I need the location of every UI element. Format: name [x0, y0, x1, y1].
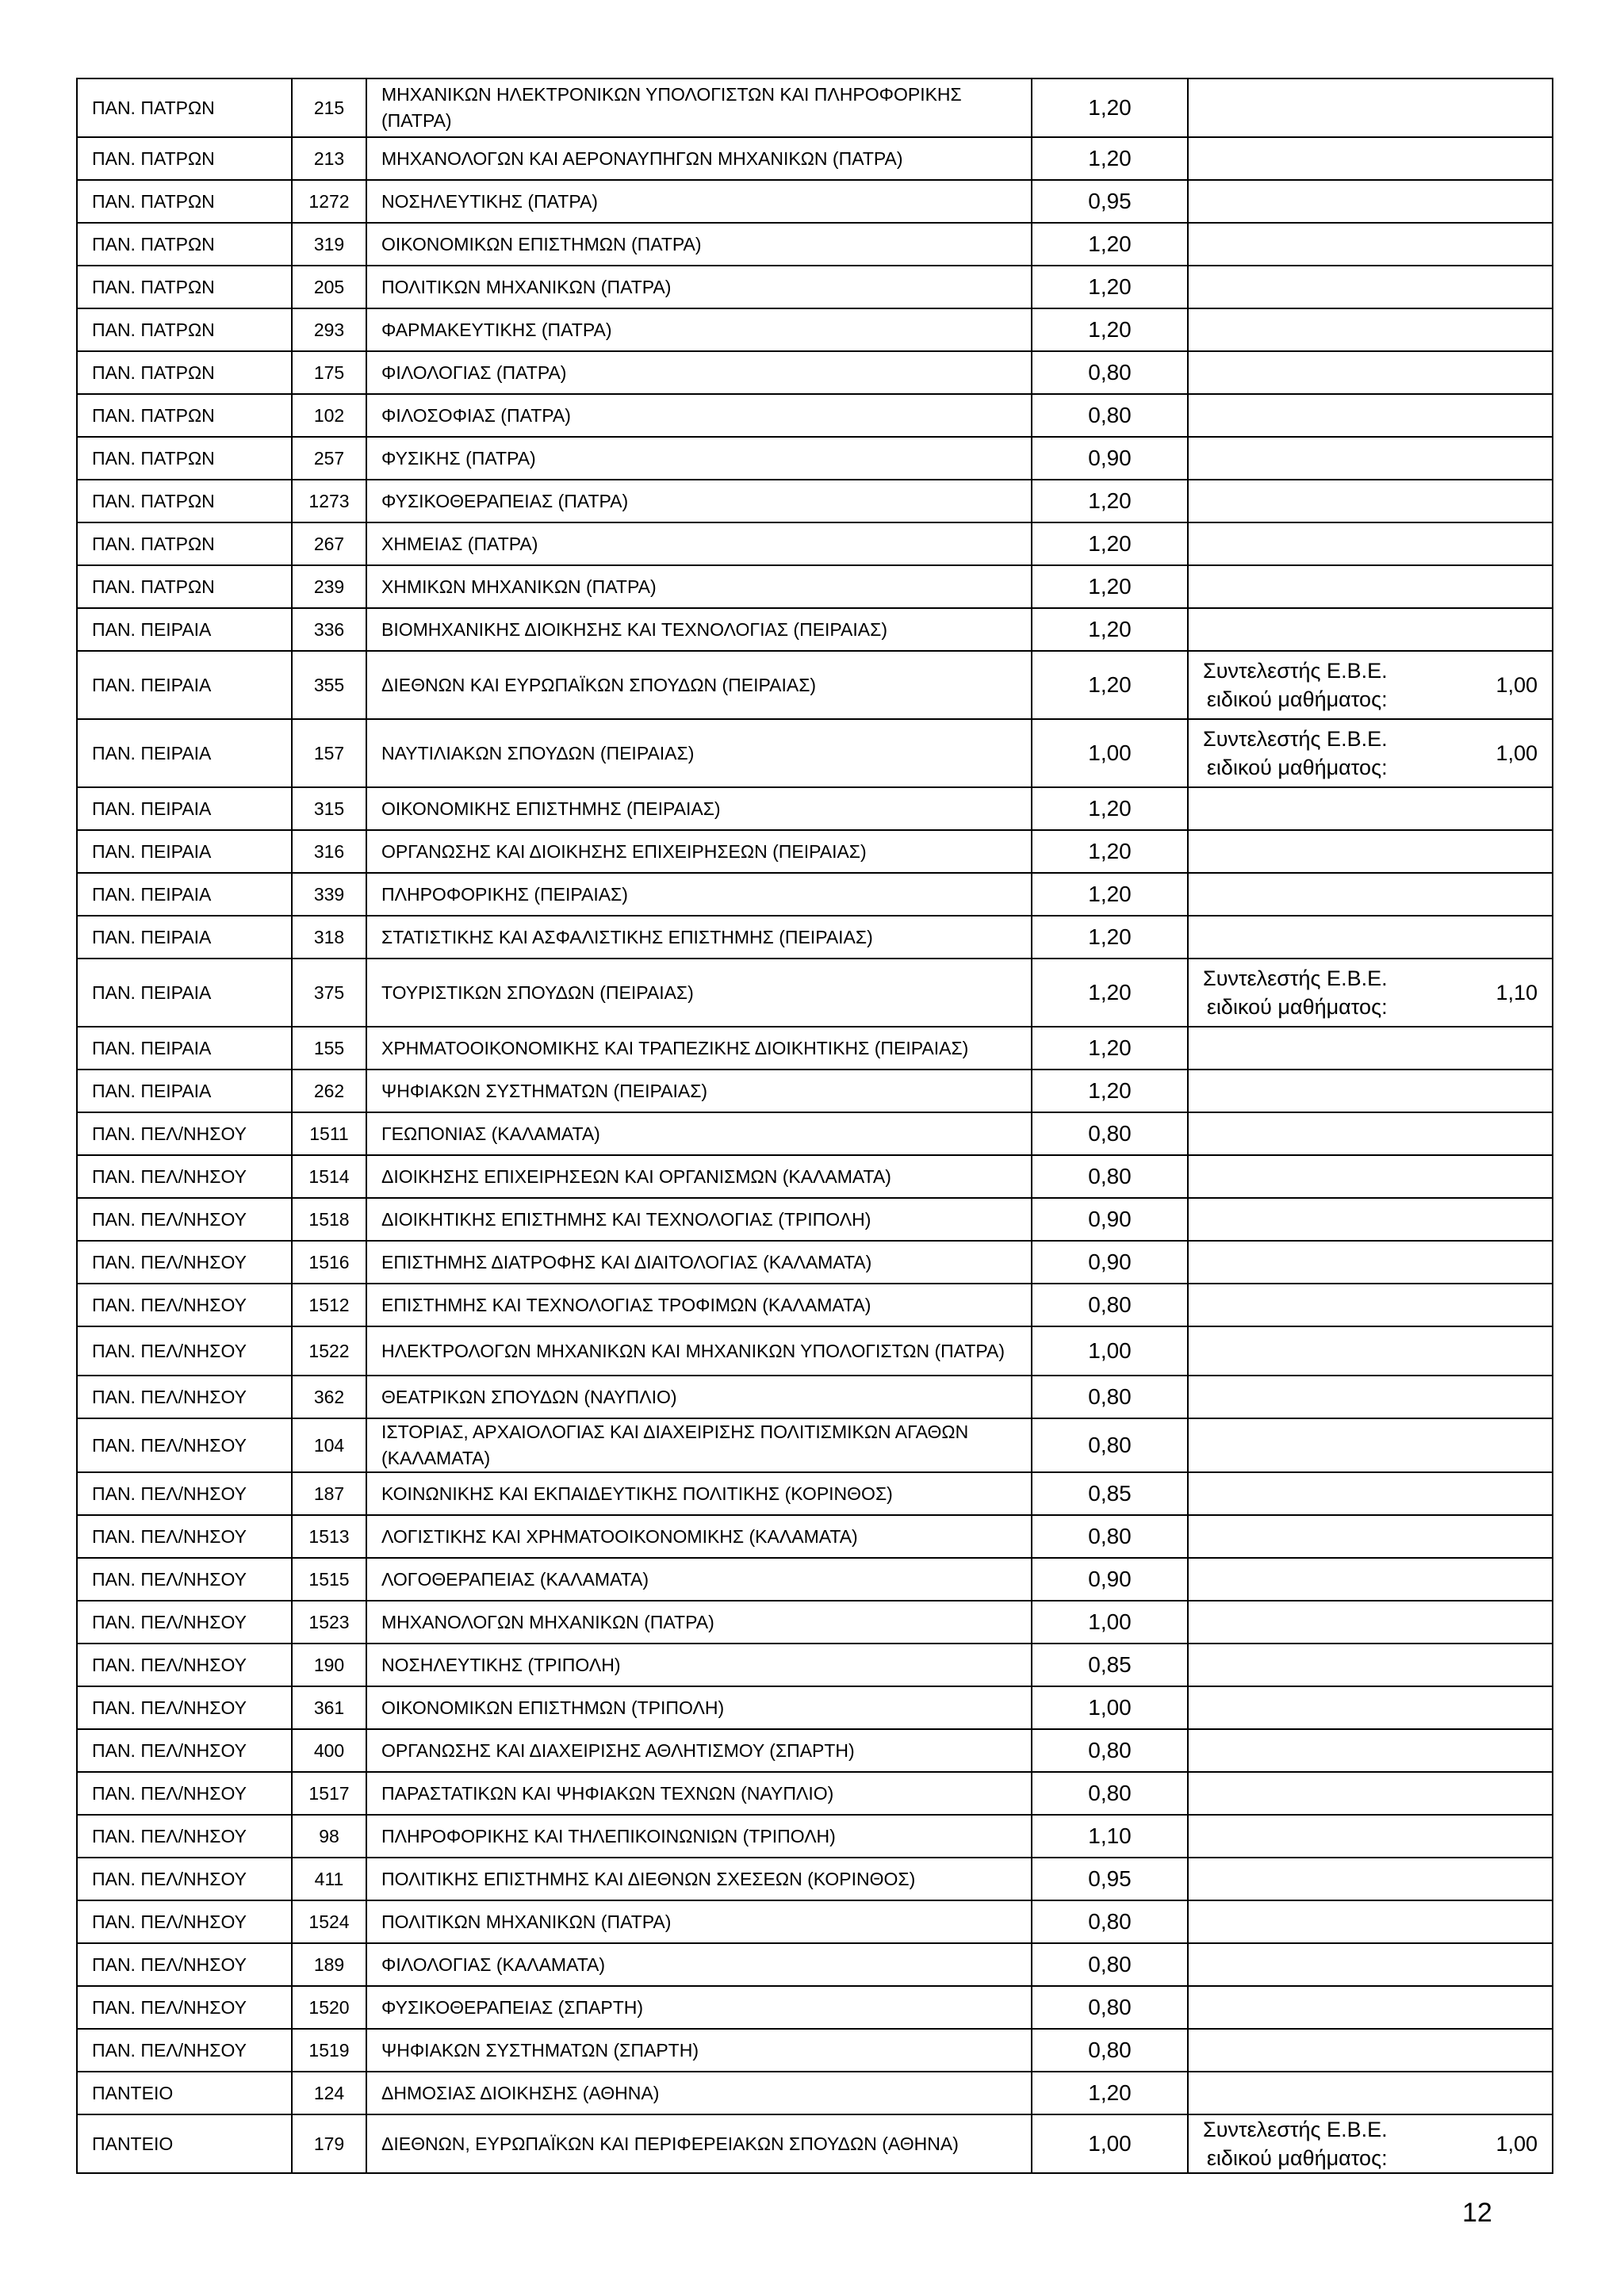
department-cell: ΨΗΦΙΑΚΩΝ ΣΥΣΤΗΜΑΤΩΝ (ΠΕΙΡΑΙΑΣ): [366, 1070, 1032, 1112]
department-cell: ΟΙΚΟΝΟΜΙΚΗΣ ΕΠΙΣΤΗΜΗΣ (ΠΕΙΡΑΙΑΣ): [366, 787, 1032, 830]
coefficient-cell: 0,80: [1032, 1900, 1188, 1943]
code-cell: 239: [292, 565, 366, 608]
code-cell: 316: [292, 830, 366, 873]
coefficient-cell: 1,20: [1032, 223, 1188, 266]
coefficient-cell: 0,80: [1032, 394, 1188, 437]
table-row: [77, 1241, 1553, 1284]
special-coefficient-label: [1203, 656, 1388, 714]
university-cell: ΠΑΝ. ΠΑΤΡΩΝ: [77, 78, 292, 137]
coefficient-cell: 1,20: [1032, 137, 1188, 180]
table-row: [77, 1070, 1553, 1112]
department-cell: ΘΕΑΤΡΙΚΩΝ ΣΠΟΥΔΩΝ (ΝΑΥΠΛΙΟ): [366, 1376, 1032, 1418]
university-cell: ΠΑΝ. ΠΕΛ/ΝΗΣΟΥ: [77, 1241, 292, 1284]
coefficient-cell: 1,20: [1032, 308, 1188, 351]
special-coefficient-cell: [1188, 787, 1553, 830]
university-cell: ΠΑΝ. ΠΑΤΡΩΝ: [77, 522, 292, 565]
label-line-2: ειδικού μαθήματος:: [1206, 2146, 1388, 2170]
department-cell: ΕΠΙΣΤΗΜΗΣ ΚΑΙ ΤΕΧΝΟΛΟΓΙΑΣ ΤΡΟΦΙΜΩΝ (ΚΑΛΑΜΑΤΑ): [366, 1284, 1032, 1326]
table-row: [77, 1155, 1553, 1198]
table-row: [77, 651, 1553, 719]
university-cell: ΠΑΝ. ΠΑΤΡΩΝ: [77, 137, 292, 180]
coefficient-cell: 1,20: [1032, 608, 1188, 651]
label-line-2: ειδικού μαθήματος:: [1206, 995, 1388, 1019]
special-coefficient-cell: [1188, 480, 1553, 522]
table-row: [77, 916, 1553, 959]
university-cell: ΠΑΝ. ΠΕΙΡΑΙΑ: [77, 916, 292, 959]
coefficient-cell: 0,80: [1032, 1155, 1188, 1198]
special-coefficient-cell: [1188, 1858, 1553, 1900]
coefficient-cell: 0,80: [1032, 351, 1188, 394]
special-coefficient-cell: [1188, 1027, 1553, 1070]
table-row: [77, 351, 1553, 394]
special-coefficient-cell: [1188, 266, 1553, 308]
department-cell: ΛΟΓΙΣΤΙΚΗΣ ΚΑΙ ΧΡΗΜΑΤΟΟΙΚΟΝΟΜΙΚΗΣ (ΚΑΛΑΜΑΤΑ): [366, 1515, 1032, 1558]
university-cell: ΠΑΝ. ΠΑΤΡΩΝ: [77, 394, 292, 437]
coefficient-cell: 1,00: [1032, 1601, 1188, 1644]
department-cell: ΠΟΛΙΤΙΚΗΣ ΕΠΙΣΤΗΜΗΣ ΚΑΙ ΔΙΕΘΝΩΝ ΣΧΕΣΕΩΝ (ΚΟΡΙΝΘΟΣ): [366, 1858, 1032, 1900]
university-cell: ΠΑΝ. ΠΕΛ/ΝΗΣΟΥ: [77, 1558, 292, 1601]
department-cell: ΝΑΥΤΙΛΙΑΚΩΝ ΣΠΟΥΔΩΝ (ΠΕΙΡΑΙΑΣ): [366, 719, 1032, 787]
table-row: [77, 1601, 1553, 1644]
university-cell: ΠΑΝ. ΠΕΛ/ΝΗΣΟΥ: [77, 1943, 292, 1986]
department-cell: ΦΙΛΟΛΟΓΙΑΣ (ΠΑΤΡΑ): [366, 351, 1032, 394]
department-cell: ΦΑΡΜΑΚΕΥΤΙΚΗΣ (ΠΑΤΡΑ): [366, 308, 1032, 351]
code-cell: 187: [292, 1472, 366, 1515]
special-coefficient-cell: [1188, 1601, 1553, 1644]
department-cell: ΓΕΩΠΟΝΙΑΣ (ΚΑΛΑΜΑΤΑ): [366, 1112, 1032, 1155]
table-row: [77, 608, 1553, 651]
department-cell: ΜΗΧΑΝΙΚΩΝ ΗΛΕΚΤΡΟΝΙΚΩΝ ΥΠΟΛΟΓΙΣΤΩΝ ΚΑΙ ΠΛΗΡΟΦΟΡΙΚΗΣ (ΠΑΤΡΑ): [366, 78, 1032, 137]
department-cell: ΦΙΛΟΛΟΓΙΑΣ (ΚΑΛΑΜΑΤΑ): [366, 1943, 1032, 1986]
table-row: [77, 78, 1553, 137]
department-cell: ΤΟΥΡΙΣΤΙΚΩΝ ΣΠΟΥΔΩΝ (ΠΕΙΡΑΙΑΣ): [366, 959, 1032, 1027]
code-cell: 375: [292, 959, 366, 1027]
table-row: [77, 137, 1553, 180]
label-line-2: ειδικού μαθήματος:: [1206, 687, 1388, 711]
table-row: [77, 480, 1553, 522]
department-cell: ΦΥΣΙΚΗΣ (ΠΑΤΡΑ): [366, 437, 1032, 480]
coefficient-cell: 0,90: [1032, 1241, 1188, 1284]
table-row: [77, 1729, 1553, 1772]
department-cell: ΝΟΣΗΛΕΥΤΙΚΗΣ (ΤΡΙΠΟΛΗ): [366, 1644, 1032, 1686]
code-cell: 1516: [292, 1241, 366, 1284]
coefficient-cell: 1,00: [1032, 2114, 1188, 2173]
code-cell: 257: [292, 437, 366, 480]
code-cell: 1517: [292, 1772, 366, 1815]
university-cell: ΠΑΝ. ΠΕΛ/ΝΗΣΟΥ: [77, 1418, 292, 1472]
coefficients-table: [76, 78, 1553, 2174]
special-coefficient-cell: [1188, 180, 1553, 223]
university-cell: ΠΑΝ. ΠΕΛ/ΝΗΣΟΥ: [77, 1515, 292, 1558]
department-cell: ΜΗΧΑΝΟΛΟΓΩΝ ΜΗΧΑΝΙΚΩΝ (ΠΑΤΡΑ): [366, 1601, 1032, 1644]
university-cell: ΠΑΝ. ΠΕΛ/ΝΗΣΟΥ: [77, 1472, 292, 1515]
university-cell: ΠΑΝ. ΠΕΙΡΑΙΑ: [77, 959, 292, 1027]
special-coefficient-cell: [1188, 873, 1553, 916]
university-cell: ΠΑΝ. ΠΕΙΡΑΙΑ: [77, 1027, 292, 1070]
table-row: [77, 223, 1553, 266]
coefficient-cell: 0,95: [1032, 1858, 1188, 1900]
code-cell: 1272: [292, 180, 366, 223]
coefficient-cell: 0,80: [1032, 1418, 1188, 1472]
special-coefficient-value: 1,10: [1496, 980, 1538, 1004]
department-cell: ΗΛΕΚΤΡΟΛΟΓΩΝ ΜΗΧΑΝΙΚΩΝ ΚΑΙ ΜΗΧΑΝΙΚΩΝ ΥΠΟΛΟΓΙΣΤΩΝ (ΠΑΤΡΑ): [366, 1326, 1032, 1376]
code-cell: 318: [292, 916, 366, 959]
table-row: [77, 1418, 1553, 1472]
university-cell: ΠΑΝ. ΠΕΙΡΑΙΑ: [77, 873, 292, 916]
special-coefficient-cell: [1188, 1986, 1553, 2029]
special-coefficient-cell: [1188, 394, 1553, 437]
special-coefficient-cell: [1188, 1729, 1553, 1772]
department-cell: ΜΗΧΑΝΟΛΟΓΩΝ ΚΑΙ ΑΕΡΟΝΑΥΠΗΓΩΝ ΜΗΧΑΝΙΚΩΝ (ΠΑΤΡΑ): [366, 137, 1032, 180]
university-cell: ΠΑΝ. ΠΕΛ/ΝΗΣΟΥ: [77, 1900, 292, 1943]
code-cell: 98: [292, 1815, 366, 1858]
department-cell: ΦΙΛΟΣΟΦΙΑΣ (ΠΑΤΡΑ): [366, 394, 1032, 437]
special-coefficient-cell: [1188, 651, 1553, 719]
department-cell: ΧΗΜΕΙΑΣ (ΠΑΤΡΑ): [366, 522, 1032, 565]
university-cell: ΠΑΝ. ΠΕΛ/ΝΗΣΟΥ: [77, 1644, 292, 1686]
department-cell: ΒΙΟΜΗΧΑΝΙΚΗΣ ΔΙΟΙΚΗΣΗΣ ΚΑΙ ΤΕΧΝΟΛΟΓΙΑΣ (ΠΕΙΡΑΙΑΣ): [366, 608, 1032, 651]
university-cell: ΠΑΝ. ΠΑΤΡΩΝ: [77, 351, 292, 394]
department-cell: ΠΟΛΙΤΙΚΩΝ ΜΗΧΑΝΙΚΩΝ (ΠΑΤΡΑ): [366, 266, 1032, 308]
code-cell: 104: [292, 1418, 366, 1472]
coefficient-cell: 1,20: [1032, 651, 1188, 719]
department-cell: ΟΙΚΟΝΟΜΙΚΩΝ ΕΠΙΣΤΗΜΩΝ (ΠΑΤΡΑ): [366, 223, 1032, 266]
special-coefficient-label: [1203, 964, 1388, 1021]
coefficient-cell: 0,90: [1032, 437, 1188, 480]
table-row: [77, 873, 1553, 916]
department-cell: ΦΥΣΙΚΟΘΕΡΑΠΕΙΑΣ (ΣΠΑΡΤΗ): [366, 1986, 1032, 2029]
university-cell: ΠΑΝ. ΠΕΛ/ΝΗΣΟΥ: [77, 1155, 292, 1198]
special-coefficient-cell: [1188, 351, 1553, 394]
university-cell: ΠΑΝ. ΠΕΛ/ΝΗΣΟΥ: [77, 1986, 292, 2029]
table-row: [77, 1376, 1553, 1418]
special-coefficient-label: [1203, 2115, 1388, 2172]
special-coefficient-cell: [1188, 565, 1553, 608]
code-cell: 102: [292, 394, 366, 437]
label-line-2: ειδικού μαθήματος:: [1206, 756, 1388, 779]
university-cell: ΠΑΝ. ΠΕΛ/ΝΗΣΟΥ: [77, 1284, 292, 1326]
table-row: [77, 830, 1553, 873]
special-coefficient-cell: [1188, 1644, 1553, 1686]
university-cell: ΠΑΝΤΕΙΟ: [77, 2114, 292, 2173]
code-cell: 1511: [292, 1112, 366, 1155]
special-coefficient-value: 1,00: [1496, 740, 1538, 765]
coefficient-cell: 1,20: [1032, 787, 1188, 830]
code-cell: 175: [292, 351, 366, 394]
label-line-1: Συντελεστής Ε.Β.Ε.: [1203, 966, 1388, 990]
department-cell: ΝΟΣΗΛΕΥΤΙΚΗΣ (ΠΑΤΡΑ): [366, 180, 1032, 223]
department-cell: ΛΟΓΟΘΕΡΑΠΕΙΑΣ (ΚΑΛΑΜΑΤΑ): [366, 1558, 1032, 1601]
department-cell: ΠΑΡΑΣΤΑΤΙΚΩΝ ΚΑΙ ΨΗΦΙΑΚΩΝ ΤΕΧΝΩΝ (ΝΑΥΠΛΙΟ): [366, 1772, 1032, 1815]
code-cell: 1522: [292, 1326, 366, 1376]
code-cell: 157: [292, 719, 366, 787]
special-coefficient-label: [1203, 725, 1388, 782]
table-row: [77, 180, 1553, 223]
university-cell: ΠΑΝ. ΠΕΛ/ΝΗΣΟΥ: [77, 1112, 292, 1155]
special-coefficient-cell: [1188, 137, 1553, 180]
code-cell: 262: [292, 1070, 366, 1112]
university-cell: ΠΑΝ. ΠΕΙΡΑΙΑ: [77, 651, 292, 719]
table-row: [77, 1558, 1553, 1601]
department-cell: ΠΛΗΡΟΦΟΡΙΚΗΣ ΚΑΙ ΤΗΛΕΠΙΚΟΙΝΩΝΙΩΝ (ΤΡΙΠΟΛΗ): [366, 1815, 1032, 1858]
code-cell: 1519: [292, 2029, 366, 2072]
department-cell: ΦΥΣΙΚΟΘΕΡΑΠΕΙΑΣ (ΠΑΤΡΑ): [366, 480, 1032, 522]
special-coefficient-cell: [1188, 1772, 1553, 1815]
university-cell: ΠΑΝ. ΠΑΤΡΩΝ: [77, 480, 292, 522]
department-cell: ΔΙΟΙΚΗΣΗΣ ΕΠΙΧΕΙΡΗΣΕΩΝ ΚΑΙ ΟΡΓΑΝΙΣΜΩΝ (ΚΑΛΑΜΑΤΑ): [366, 1155, 1032, 1198]
university-cell: ΠΑΝ. ΠΕΛ/ΝΗΣΟΥ: [77, 1729, 292, 1772]
code-cell: 1513: [292, 1515, 366, 1558]
coefficient-cell: 1,20: [1032, 522, 1188, 565]
special-coefficient-value: 1,00: [1496, 672, 1538, 697]
special-coefficient-cell: [1188, 308, 1553, 351]
coefficient-cell: 0,80: [1032, 1515, 1188, 1558]
code-cell: 339: [292, 873, 366, 916]
table-row: [77, 1198, 1553, 1241]
coefficient-cell: 0,80: [1032, 1772, 1188, 1815]
code-cell: 1524: [292, 1900, 366, 1943]
special-coefficient-cell: [1188, 1326, 1553, 1376]
special-coefficient-cell: [1188, 1558, 1553, 1601]
coefficient-cell: 1,10: [1032, 1815, 1188, 1858]
coefficient-cell: 1,20: [1032, 78, 1188, 137]
table-row: [77, 1644, 1553, 1686]
university-cell: ΠΑΝ. ΠΕΙΡΑΙΑ: [77, 830, 292, 873]
coefficient-cell: 1,00: [1032, 719, 1188, 787]
special-coefficient-cell: [1188, 1815, 1553, 1858]
coefficient-cell: 0,80: [1032, 1376, 1188, 1418]
coefficient-cell: 1,20: [1032, 1070, 1188, 1112]
special-coefficient-cell: [1188, 1418, 1553, 1472]
university-cell: ΠΑΝ. ΠΕΛ/ΝΗΣΟΥ: [77, 1858, 292, 1900]
university-cell: ΠΑΝΤΕΙΟ: [77, 2072, 292, 2114]
coefficient-cell: 0,80: [1032, 1112, 1188, 1155]
university-cell: ΠΑΝ. ΠΑΤΡΩΝ: [77, 565, 292, 608]
special-coefficient-cell: [1188, 959, 1553, 1027]
special-coefficient-cell: [1188, 2114, 1553, 2173]
university-cell: ΠΑΝ. ΠΕΙΡΑΙΑ: [77, 1070, 292, 1112]
code-cell: 1514: [292, 1155, 366, 1198]
code-cell: 1512: [292, 1284, 366, 1326]
label-line-1: Συντελεστής Ε.Β.Ε.: [1203, 2118, 1388, 2141]
code-cell: 355: [292, 651, 366, 719]
coefficient-cell: 1,20: [1032, 1027, 1188, 1070]
university-cell: ΠΑΝ. ΠΕΛ/ΝΗΣΟΥ: [77, 1686, 292, 1729]
table-row: [77, 1472, 1553, 1515]
code-cell: 213: [292, 137, 366, 180]
code-cell: 124: [292, 2072, 366, 2114]
table-row: [77, 1112, 1553, 1155]
coefficient-cell: 1,20: [1032, 959, 1188, 1027]
code-cell: 190: [292, 1644, 366, 1686]
special-coefficient-cell: [1188, 916, 1553, 959]
coefficient-cell: 1,20: [1032, 830, 1188, 873]
university-cell: ΠΑΝ. ΠΕΛ/ΝΗΣΟΥ: [77, 1198, 292, 1241]
coefficient-cell: 0,85: [1032, 1472, 1188, 1515]
special-coefficient-cell: [1188, 1943, 1553, 1986]
page-number: 12: [1462, 2198, 1492, 2228]
code-cell: 411: [292, 1858, 366, 1900]
university-cell: ΠΑΝ. ΠΑΤΡΩΝ: [77, 180, 292, 223]
coefficient-cell: 1,20: [1032, 480, 1188, 522]
special-coefficient-cell: [1188, 1472, 1553, 1515]
special-coefficient-cell: [1188, 1155, 1553, 1198]
special-coefficient-cell: [1188, 1686, 1553, 1729]
table-row: [77, 1027, 1553, 1070]
university-cell: ΠΑΝ. ΠΕΙΡΑΙΑ: [77, 608, 292, 651]
university-cell: ΠΑΝ. ΠΑΤΡΩΝ: [77, 266, 292, 308]
table-row: [77, 2029, 1553, 2072]
label-line-1: Συντελεστής Ε.Β.Ε.: [1203, 659, 1388, 683]
table-row: [77, 1858, 1553, 1900]
code-cell: 189: [292, 1943, 366, 1986]
table-row: [77, 1815, 1553, 1858]
department-cell: ΧΗΜΙΚΩΝ ΜΗΧΑΝΙΚΩΝ (ΠΑΤΡΑ): [366, 565, 1032, 608]
special-coefficient-cell: [1188, 1376, 1553, 1418]
table-row: [77, 1686, 1553, 1729]
coefficient-cell: 0,80: [1032, 1729, 1188, 1772]
table-body: [77, 78, 1553, 2173]
coefficient-cell: 0,95: [1032, 180, 1188, 223]
table-row: [77, 1900, 1553, 1943]
code-cell: 1273: [292, 480, 366, 522]
table-row: [77, 1326, 1553, 1376]
department-cell: ΔΙΕΘΝΩΝ ΚΑΙ ΕΥΡΩΠΑΪΚΩΝ ΣΠΟΥΔΩΝ (ΠΕΙΡΑΙΑΣ): [366, 651, 1032, 719]
table-row: [77, 1772, 1553, 1815]
code-cell: 1520: [292, 1986, 366, 2029]
department-cell: ΔΙΟΙΚΗΤΙΚΗΣ ΕΠΙΣΤΗΜΗΣ ΚΑΙ ΤΕΧΝΟΛΟΓΙΑΣ (ΤΡΙΠΟΛΗ): [366, 1198, 1032, 1241]
special-coefficient-cell: [1188, 2029, 1553, 2072]
code-cell: 1523: [292, 1601, 366, 1644]
table-row: [77, 437, 1553, 480]
special-coefficient-cell: [1188, 1241, 1553, 1284]
table-row: [77, 522, 1553, 565]
table-row: [77, 394, 1553, 437]
department-cell: ΟΡΓΑΝΩΣΗΣ ΚΑΙ ΔΙΟΙΚΗΣΗΣ ΕΠΙΧΕΙΡΗΣΕΩΝ (ΠΕΙΡΑΙΑΣ): [366, 830, 1032, 873]
table-row: [77, 2114, 1553, 2173]
code-cell: 205: [292, 266, 366, 308]
special-coefficient-cell: [1188, 719, 1553, 787]
special-coefficient-cell: [1188, 608, 1553, 651]
coefficient-cell: 1,00: [1032, 1326, 1188, 1376]
department-cell: ΠΟΛΙΤΙΚΩΝ ΜΗΧΑΝΙΚΩΝ (ΠΑΤΡΑ): [366, 1900, 1032, 1943]
coefficient-cell: 1,20: [1032, 565, 1188, 608]
special-coefficient-cell: [1188, 522, 1553, 565]
university-cell: ΠΑΝ. ΠΕΛ/ΝΗΣΟΥ: [77, 2029, 292, 2072]
code-cell: 293: [292, 308, 366, 351]
university-cell: ΠΑΝ. ΠΕΛ/ΝΗΣΟΥ: [77, 1815, 292, 1858]
special-coefficient-value: 1,00: [1496, 2131, 1538, 2156]
coefficient-cell: 0,80: [1032, 2029, 1188, 2072]
special-coefficient-cell: [1188, 1515, 1553, 1558]
coefficient-cell: 0,90: [1032, 1558, 1188, 1601]
university-cell: ΠΑΝ. ΠΑΤΡΩΝ: [77, 437, 292, 480]
department-cell: ΔΙΕΘΝΩΝ, ΕΥΡΩΠΑΪΚΩΝ ΚΑΙ ΠΕΡΙΦΕΡΕΙΑΚΩΝ ΣΠΟΥΔΩΝ (ΑΘΗΝΑ): [366, 2114, 1032, 2173]
label-line-1: Συντελεστής Ε.Β.Ε.: [1203, 727, 1388, 751]
coefficient-cell: 0,90: [1032, 1198, 1188, 1241]
table-row: [77, 1284, 1553, 1326]
table-row: [77, 1943, 1553, 1986]
special-coefficient-cell: [1188, 1112, 1553, 1155]
special-coefficient-cell: [1188, 437, 1553, 480]
code-cell: 400: [292, 1729, 366, 1772]
coefficient-cell: 1,20: [1032, 2072, 1188, 2114]
department-cell: ΚΟΙΝΩΝΙΚΗΣ ΚΑΙ ΕΚΠΑΙΔΕΥΤΙΚΗΣ ΠΟΛΙΤΙΚΗΣ (ΚΟΡΙΝΘΟΣ): [366, 1472, 1032, 1515]
special-coefficient-cell: [1188, 1284, 1553, 1326]
department-cell: ΟΡΓΑΝΩΣΗΣ ΚΑΙ ΔΙΑΧΕΙΡΙΣΗΣ ΑΘΛΗΤΙΣΜΟΥ (ΣΠΑΡΤΗ): [366, 1729, 1032, 1772]
table-row: [77, 1515, 1553, 1558]
university-cell: ΠΑΝ. ΠΕΛ/ΝΗΣΟΥ: [77, 1601, 292, 1644]
code-cell: 215: [292, 78, 366, 137]
code-cell: 267: [292, 522, 366, 565]
table-row: [77, 266, 1553, 308]
university-cell: ΠΑΝ. ΠΕΙΡΑΙΑ: [77, 719, 292, 787]
coefficient-cell: 1,20: [1032, 873, 1188, 916]
special-coefficient-cell: [1188, 223, 1553, 266]
table-row: [77, 1986, 1553, 2029]
special-coefficient-cell: [1188, 1070, 1553, 1112]
coefficient-cell: 0,80: [1032, 1986, 1188, 2029]
university-cell: ΠΑΝ. ΠΕΛ/ΝΗΣΟΥ: [77, 1326, 292, 1376]
code-cell: 362: [292, 1376, 366, 1418]
table-row: [77, 719, 1553, 787]
university-cell: ΠΑΝ. ΠΑΤΡΩΝ: [77, 308, 292, 351]
department-cell: ΧΡΗΜΑΤΟΟΙΚΟΝΟΜΙΚΗΣ ΚΑΙ ΤΡΑΠΕΖΙΚΗΣ ΔΙΟΙΚΗΤΙΚΗΣ (ΠΕΙΡΑΙΑΣ): [366, 1027, 1032, 1070]
university-cell: ΠΑΝ. ΠΕΛ/ΝΗΣΟΥ: [77, 1772, 292, 1815]
coefficient-cell: 0,80: [1032, 1943, 1188, 1986]
special-coefficient-cell: [1188, 1900, 1553, 1943]
code-cell: 315: [292, 787, 366, 830]
table-row: [77, 959, 1553, 1027]
coefficient-cell: 1,20: [1032, 916, 1188, 959]
table-row: [77, 565, 1553, 608]
coefficient-cell: 0,85: [1032, 1644, 1188, 1686]
department-cell: ΟΙΚΟΝΟΜΙΚΩΝ ΕΠΙΣΤΗΜΩΝ (ΤΡΙΠΟΛΗ): [366, 1686, 1032, 1729]
department-cell: ΠΛΗΡΟΦΟΡΙΚΗΣ (ΠΕΙΡΑΙΑΣ): [366, 873, 1032, 916]
code-cell: 179: [292, 2114, 366, 2173]
table-row: [77, 308, 1553, 351]
special-coefficient-cell: [1188, 1198, 1553, 1241]
code-cell: 361: [292, 1686, 366, 1729]
code-cell: 1515: [292, 1558, 366, 1601]
department-cell: ΕΠΙΣΤΗΜΗΣ ΔΙΑΤΡΟΦΗΣ ΚΑΙ ΔΙΑΙΤΟΛΟΓΙΑΣ (ΚΑΛΑΜΑΤΑ): [366, 1241, 1032, 1284]
table-row: [77, 787, 1553, 830]
department-cell: ΣΤΑΤΙΣΤΙΚΗΣ ΚΑΙ ΑΣΦΑΛΙΣΤΙΚΗΣ ΕΠΙΣΤΗΜΗΣ (ΠΕΙΡΑΙΑΣ): [366, 916, 1032, 959]
coefficient-cell: 1,00: [1032, 1686, 1188, 1729]
code-cell: 1518: [292, 1198, 366, 1241]
coefficient-cell: 0,80: [1032, 1284, 1188, 1326]
special-coefficient-cell: [1188, 830, 1553, 873]
code-cell: 155: [292, 1027, 366, 1070]
university-cell: ΠΑΝ. ΠΕΛ/ΝΗΣΟΥ: [77, 1376, 292, 1418]
department-cell: ΨΗΦΙΑΚΩΝ ΣΥΣΤΗΜΑΤΩΝ (ΣΠΑΡΤΗ): [366, 2029, 1032, 2072]
code-cell: 336: [292, 608, 366, 651]
university-cell: ΠΑΝ. ΠΑΤΡΩΝ: [77, 223, 292, 266]
code-cell: 319: [292, 223, 366, 266]
department-cell: ΔΗΜΟΣΙΑΣ ΔΙΟΙΚΗΣΗΣ (ΑΘΗΝΑ): [366, 2072, 1032, 2114]
department-cell: ΙΣΤΟΡΙΑΣ, ΑΡΧΑΙΟΛΟΓΙΑΣ ΚΑΙ ΔΙΑΧΕΙΡΙΣΗΣ ΠΟΛΙΤΙΣΜΙΚΩΝ ΑΓΑΘΩΝ (ΚΑΛΑΜΑΤΑ): [366, 1418, 1032, 1472]
table-row: [77, 2072, 1553, 2114]
university-cell: ΠΑΝ. ΠΕΙΡΑΙΑ: [77, 787, 292, 830]
coefficient-cell: 1,20: [1032, 266, 1188, 308]
special-coefficient-cell: [1188, 78, 1553, 137]
special-coefficient-cell: [1188, 2072, 1553, 2114]
